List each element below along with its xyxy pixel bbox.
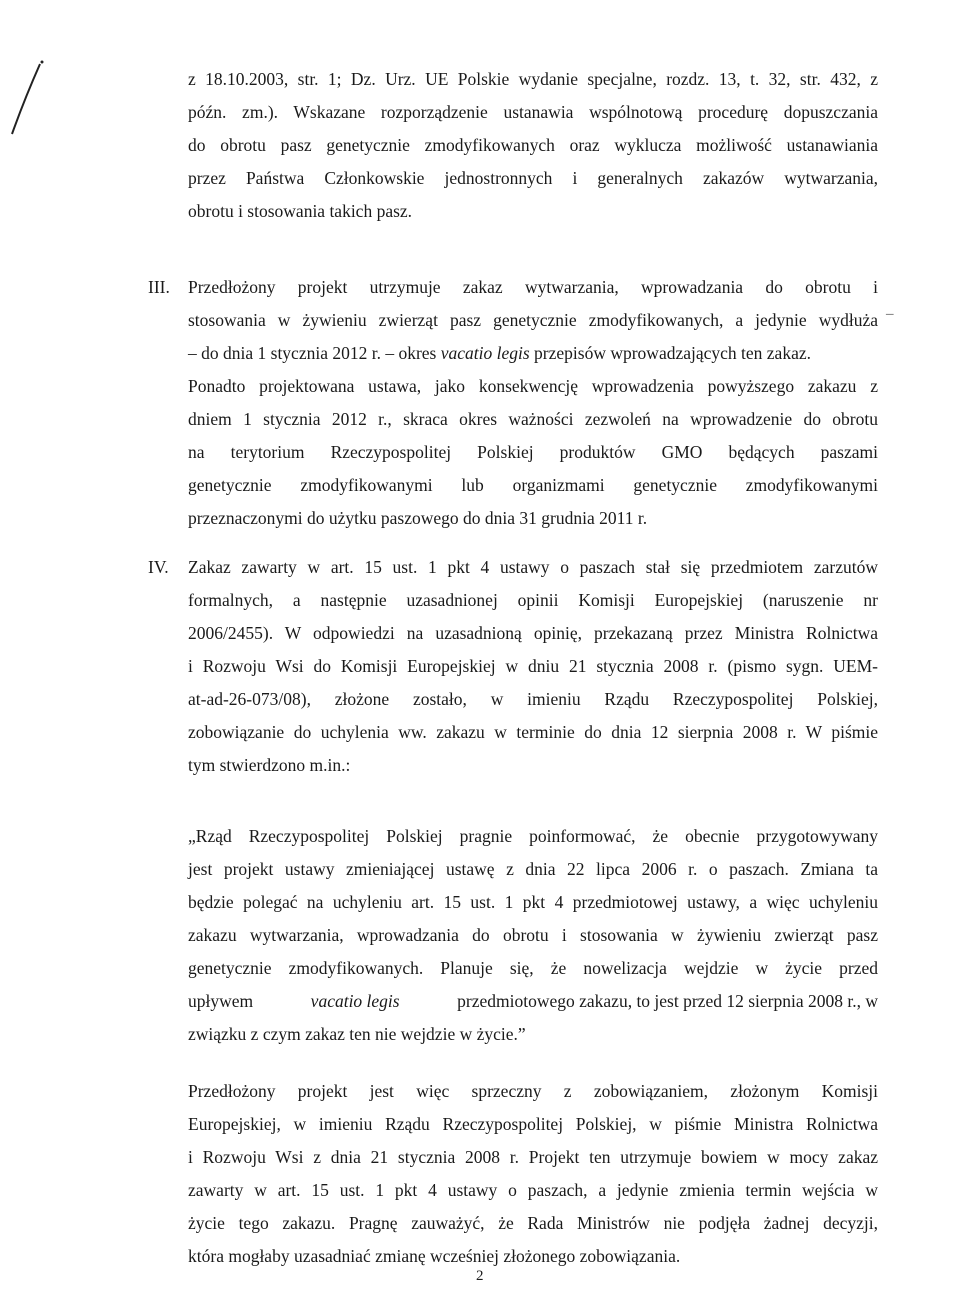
- pen-stroke-mark: [8, 58, 48, 138]
- page-number: 2: [476, 1268, 484, 1284]
- italic-term: vacatio legis: [440, 343, 530, 363]
- text-line: at-ad-26-073/08), złożone zostało, w imieniu Rządu Rzeczypospolitej Polskiej,: [188, 689, 878, 709]
- text-line: dniem 1 stycznia 2012 r., skraca okres ważności zezwoleń na wprowadzenie do obrotu: [188, 409, 878, 429]
- text-fragment: przepisów wprowadzających ten zakaz.: [534, 343, 811, 363]
- text-line: Przedłożony projekt utrzymuje zakaz wytwarzania, wprowadzania do obrotu i: [188, 277, 878, 297]
- text-line: obrotu i stosowania takich pasz.: [188, 201, 413, 221]
- text-line: [188, 340, 878, 366]
- text-line: stosowania w żywieniu zwierząt pasz genetycznie zmodyfikowanych, a jedynie wydłuża: [188, 310, 878, 330]
- text-line: zobowiązanie do uchylenia ww. zakazu w terminie do dnia 12 sierpnia 2008 r. W piśmie: [188, 722, 878, 742]
- text-line: genetycznie zmodyfikowanymi lub organizmami genetycznie zmodyfikowanymi: [188, 475, 878, 495]
- text-fragment: przedmiotowego zakazu, to jest przed 12 sierpnia 2008 r., w: [457, 991, 878, 1011]
- text-line: Zakaz zawarty w art. 15 ust. 1 pkt 4 ustawy o paszach stał się przedmiotem zarzutów: [188, 557, 878, 577]
- text-line: przeznaczonymi do użytku paszowego do dnia 31 grudnia 2011 r.: [188, 508, 648, 528]
- margin-dash: –: [886, 306, 894, 322]
- text-line: która mogłaby uzasadniać zmianę wcześniej złożonego zobowiązania.: [188, 1246, 681, 1266]
- text-line: i Rozwoju Wsi z dnia 21 stycznia 2008 r. Projekt ten utrzymuje bowiem w mocy zakaz: [188, 1147, 878, 1167]
- text-line: Ponadto projektowana ustawa, jako konsekwencję wprowadzenia powyższego zakazu z: [188, 376, 878, 396]
- text-line: Europejskiej, w imieniu Rządu Rzeczypospolitej Polskiej, w piśmie Ministra Rolnictwa: [188, 1114, 878, 1134]
- text-line: i Rozwoju Wsi do Komisji Europejskiej w dniu 21 stycznia 2008 r. (pismo sygn. UEM-: [188, 656, 878, 676]
- text-line: zakazu wytwarzania, wprowadzania do obrotu i stosowania w żywieniu zwierząt pasz: [188, 925, 878, 945]
- text-line: związku z czym zakaz ten nie wejdzie w życie.”: [188, 1024, 526, 1044]
- text-line: 2006/2455). W odpowiedzi na uzasadnioną opinię, przekazaną przez Ministra Rolnictwa: [188, 623, 878, 643]
- text-fragment: – do dnia 1 stycznia 2012 r. – okres: [188, 343, 437, 363]
- text-line: z 18.10.2003, str. 1; Dz. Urz. UE Polskie wydanie specjalne, rozdz. 13, t. 32, str. 432, z: [188, 69, 878, 89]
- text-line: Przedłożony projekt jest więc sprzeczny z zobowiązaniem, złożonym Komisji: [188, 1081, 878, 1101]
- section-numeral-iv: IV.: [148, 557, 169, 577]
- text-line: tym stwierdzono m.in.:: [188, 755, 351, 775]
- text-line: życie tego zakazu. Pragnę zauważyć, że Rada Ministrów nie podjęła żadnej decyzji,: [188, 1213, 878, 1233]
- text-fragment: upływem: [188, 991, 254, 1011]
- text-line: jest projekt ustawy zmieniającej ustawę z dnia 22 lipca 2006 r. o paszach. Zmiana ta: [188, 859, 878, 879]
- text-line: do obrotu pasz genetycznie zmodyfikowanych oraz wyklucza możliwość ustanawiania: [188, 135, 878, 155]
- text-line: genetycznie zmodyfikowanych. Planuje się, że nowelizacja wejdzie w życie przed: [188, 958, 878, 978]
- text-line: formalnych, a następnie uzasadnionej opinii Komisji Europejskiej (naruszenie nr: [188, 590, 878, 610]
- section-numeral-iii: III.: [148, 277, 170, 297]
- text-line: zawarty w art. 15 ust. 1 pkt 4 ustawy o paszach, a jedynie zmienia termin wejścia w: [188, 1180, 878, 1200]
- text-line: na terytorium Rzeczypospolitej Polskiej produktów GMO będących paszami: [188, 442, 878, 462]
- text-line: [188, 988, 878, 1014]
- italic-term: vacatio legis: [310, 991, 400, 1011]
- text-line: „Rząd Rzeczypospolitej Polskiej pragnie poinformować, że obecnie przygotowywany: [188, 826, 878, 846]
- text-line: późn. zm.). Wskazane rozporządzenie ustanawia wspólnotową procedurę dopuszczania: [188, 102, 878, 122]
- text-line: będzie polegać na uchyleniu art. 15 ust. 1 pkt 4 przedmiotowej ustawy, a więc uchyleniu: [188, 892, 878, 912]
- text-line: przez Państwa Członkowskie jednostronnych i generalnych zakazów wytwarzania,: [188, 168, 878, 188]
